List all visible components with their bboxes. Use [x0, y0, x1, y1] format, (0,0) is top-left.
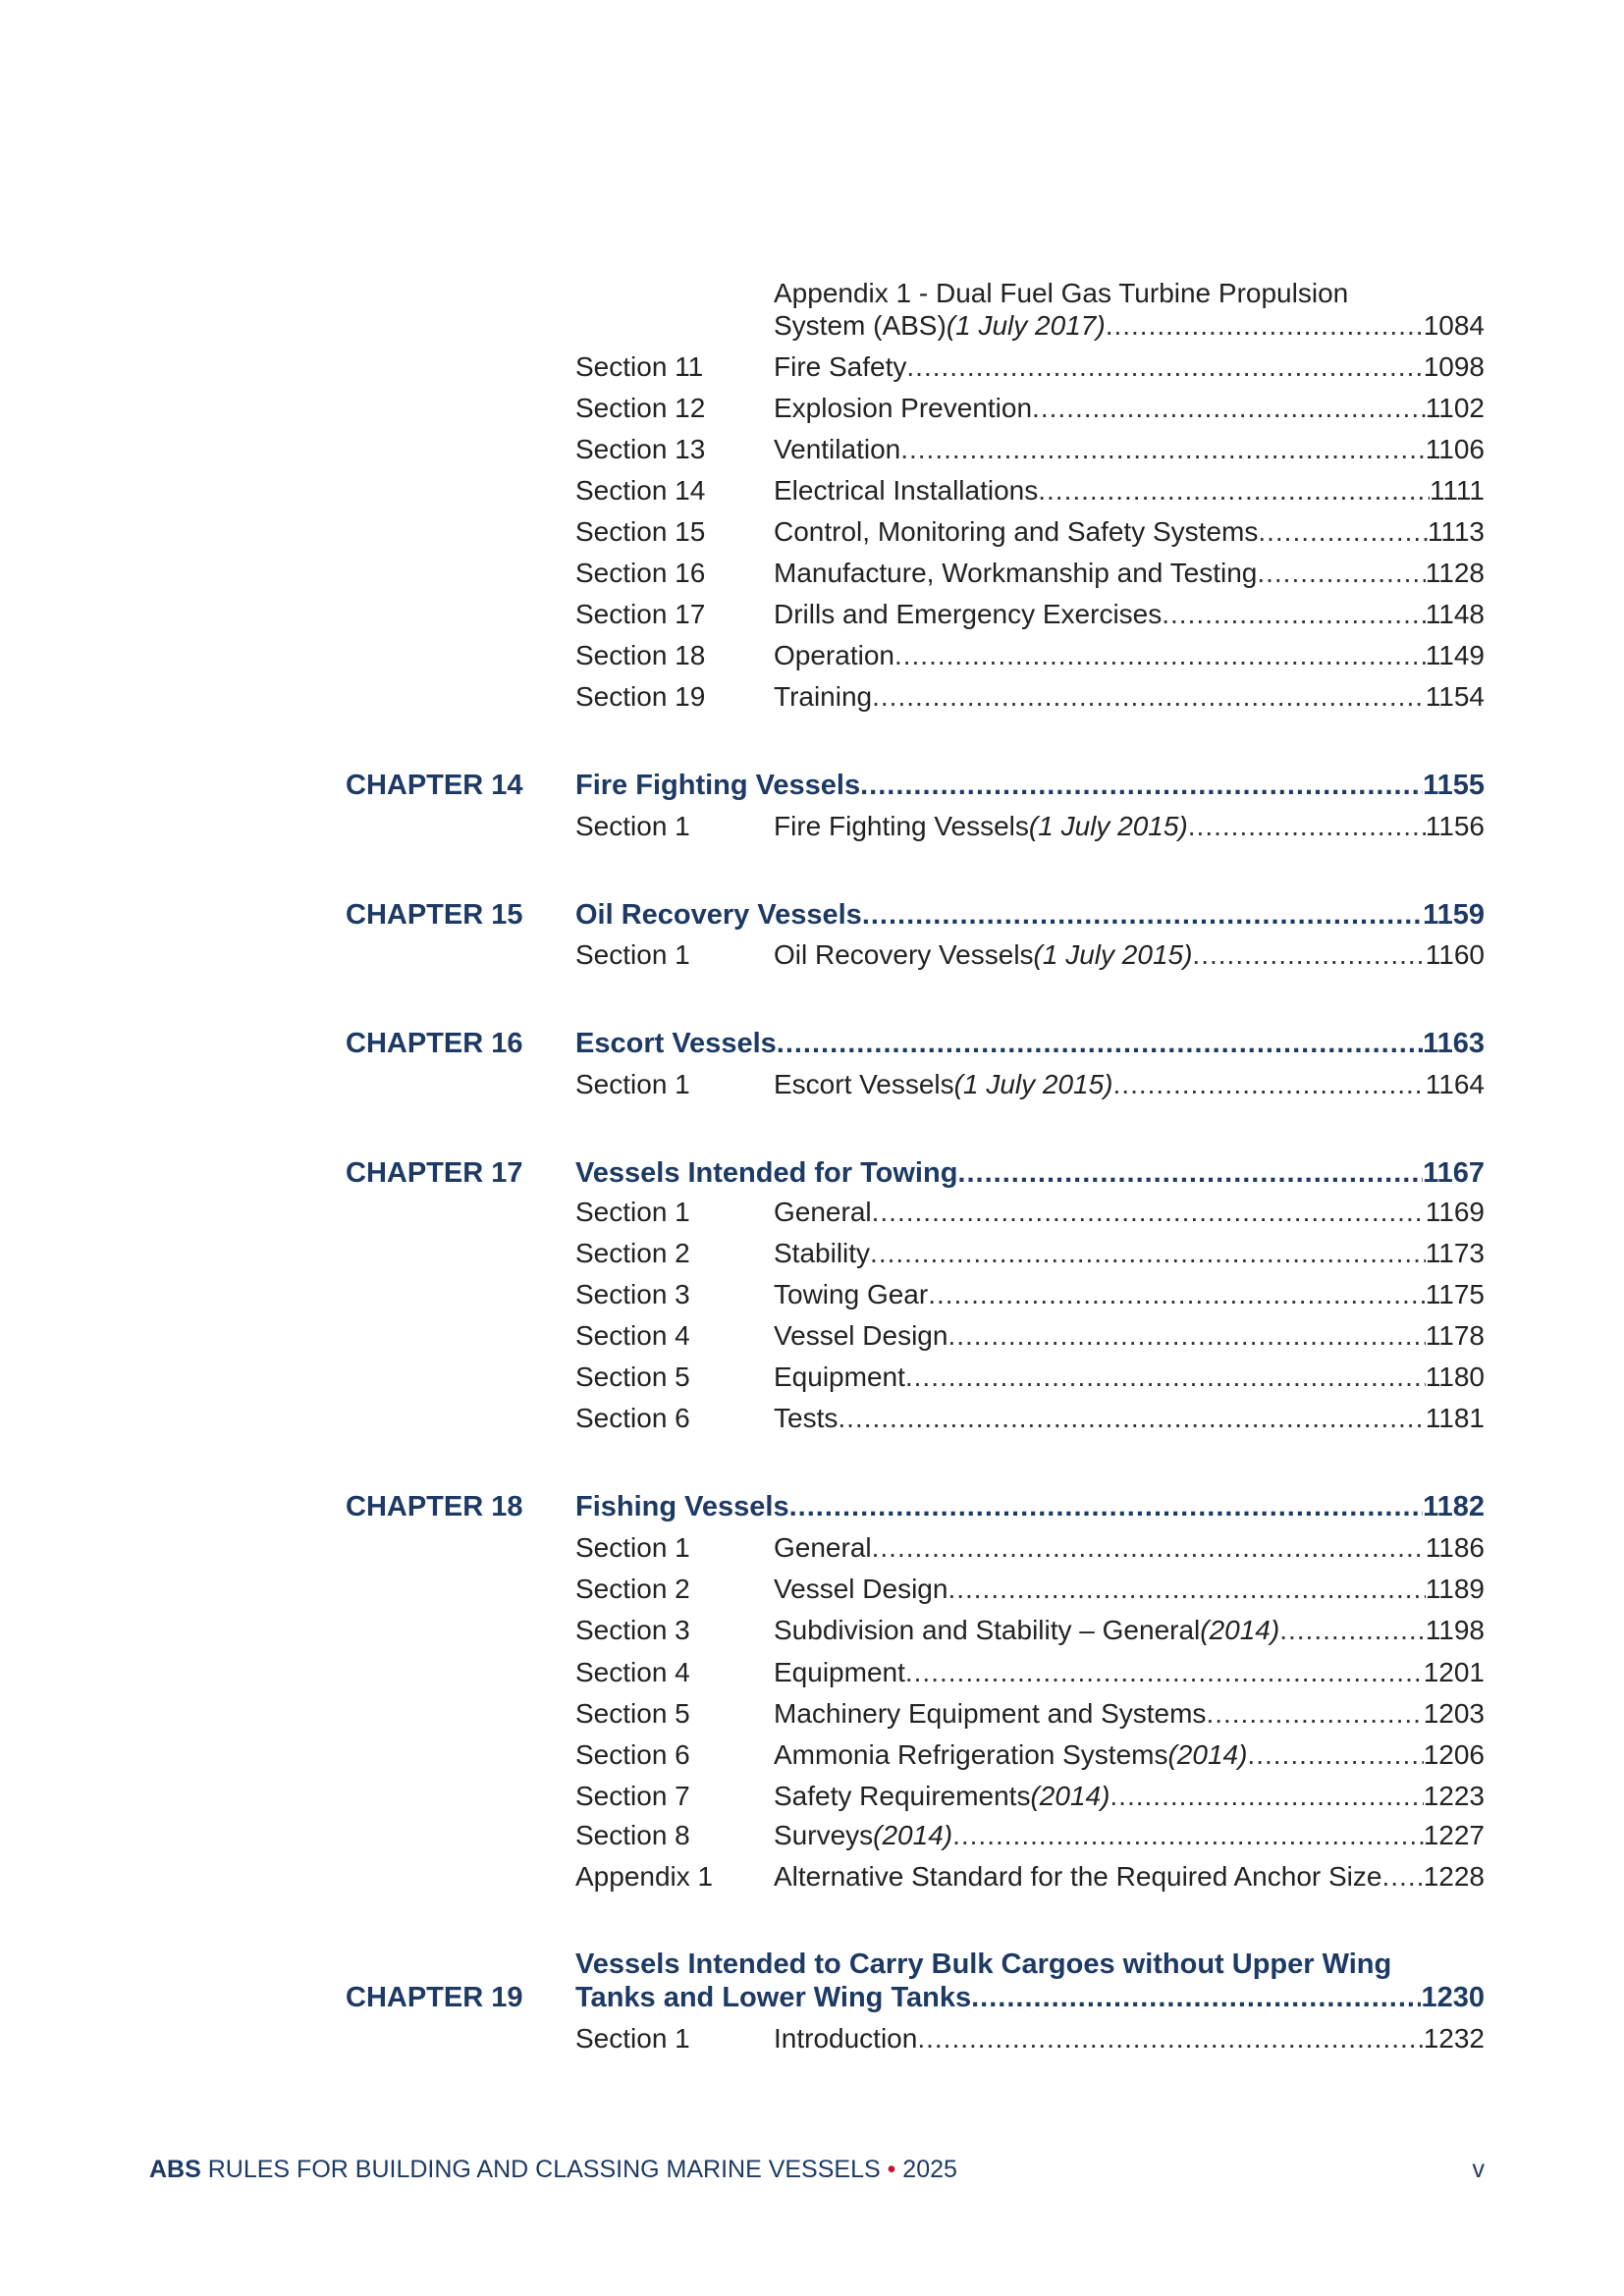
- entry-title: Tests: [774, 1403, 839, 1433]
- leader-dots: [860, 767, 1423, 804]
- toc-entry[interactable]: [575, 1025, 1485, 1062]
- toc-entry[interactable]: [774, 1317, 1485, 1355]
- entry-title: Safety Requirements: [774, 1781, 1031, 1811]
- leader-dots: [1206, 1695, 1423, 1733]
- leader-dots: [894, 637, 1426, 674]
- leader-dots: [777, 1025, 1423, 1062]
- page-number: 1156: [1425, 811, 1485, 841]
- leader-dots: [1257, 555, 1425, 592]
- entry-title: Alternative Standard for the Required Anchor Size: [774, 1861, 1382, 1892]
- toc-chapter-row: [0, 1488, 1624, 1525]
- toc-section-row: [0, 1654, 1624, 1691]
- toc-entry[interactable]: [575, 896, 1485, 934]
- toc-section-row: [0, 348, 1624, 386]
- page-number: 1149: [1425, 640, 1485, 670]
- entry-title-line: Appendix 1 - Dual Fuel Gas Turbine Propulsion: [774, 278, 1349, 308]
- toc-section-row: [0, 1612, 1624, 1649]
- toc-entry[interactable]: [774, 1817, 1485, 1854]
- page-number: 1113: [1427, 516, 1485, 547]
- toc-section-row: [0, 1400, 1624, 1437]
- leader-dots: [928, 1276, 1426, 1313]
- page-number: 1175: [1425, 1279, 1485, 1309]
- page-number: 1098: [1423, 351, 1485, 382]
- page-number: 1198: [1425, 1615, 1485, 1645]
- toc-entry[interactable]: [774, 1858, 1485, 1896]
- page-number: 1148: [1425, 599, 1485, 629]
- toc-section-row: [0, 1194, 1624, 1231]
- chapter-label: CHAPTER 15: [346, 899, 523, 931]
- chapter-label: CHAPTER 14: [346, 770, 523, 801]
- entry-title: Ammonia Refrigeration Systems: [774, 1739, 1168, 1770]
- entry-title: Fishing Vessels: [575, 1491, 789, 1522]
- entry-title: Manufacture, Workmanship and Testing: [774, 558, 1258, 588]
- section-label: Section 1: [575, 1532, 690, 1563]
- entry-title: Towing Gear: [774, 1279, 929, 1309]
- section-label: Section 5: [575, 1362, 690, 1392]
- toc-entry[interactable]: [774, 1778, 1485, 1815]
- leader-dots: [789, 1488, 1423, 1525]
- toc-entry[interactable]: [774, 555, 1485, 592]
- entry-date: (1 July 2015): [1028, 811, 1188, 841]
- toc-section-row: [0, 1858, 1624, 1896]
- entry-title: Training: [774, 681, 873, 712]
- toc-entry[interactable]: [774, 1194, 1485, 1231]
- leader-dots: [971, 1979, 1421, 2016]
- page-number: 1111: [1429, 475, 1485, 506]
- section-label: Section 18: [575, 640, 706, 670]
- entry-title: System (ABS): [774, 310, 947, 341]
- chapter-label: CHAPTER 19: [346, 1982, 523, 2013]
- toc-entry[interactable]: [774, 808, 1485, 845]
- leader-dots: [905, 1359, 1426, 1396]
- toc-entry[interactable]: [774, 1400, 1485, 1437]
- section-label: Section 8: [575, 1820, 690, 1850]
- section-label: Section 16: [575, 558, 706, 588]
- leader-dots: [862, 896, 1423, 934]
- entry-title: Ventilation: [774, 434, 901, 464]
- toc-section-row: [0, 1359, 1624, 1396]
- toc-section-row: [0, 513, 1624, 551]
- page-number: 1232: [1423, 2023, 1485, 2054]
- section-label: Section 6: [575, 1739, 690, 1770]
- toc-entry[interactable]: [774, 348, 1485, 386]
- footer-title: RULES FOR BUILDING AND CLASSING MARINE VESSELS: [200, 2156, 888, 2183]
- leader-dots: [838, 1400, 1425, 1437]
- footer-brand: ABS: [149, 2156, 201, 2183]
- leader-dots: [872, 678, 1426, 716]
- toc-entry[interactable]: [774, 278, 1485, 345]
- entry-date: (1 July 2017): [946, 310, 1106, 341]
- page-number: 1186: [1425, 1532, 1485, 1563]
- toc-section-row: [0, 278, 1624, 345]
- leader-dots: [917, 2020, 1423, 2057]
- toc-entry[interactable]: [575, 1949, 1485, 2016]
- section-label: Section 7: [575, 1781, 690, 1811]
- footer-year: 2025: [895, 2156, 957, 2183]
- page-number: 1128: [1425, 558, 1485, 588]
- section-label: Section 4: [575, 1320, 690, 1351]
- leader-dots: [1381, 1858, 1423, 1896]
- toc-section-row: [0, 431, 1624, 468]
- toc-entry[interactable]: [774, 431, 1485, 468]
- entry-title: Fire Fighting Vessels: [575, 770, 861, 801]
- toc-section-row: [0, 1529, 1624, 1567]
- leader-dots: [1113, 1066, 1426, 1103]
- section-label: Section 1: [575, 811, 690, 841]
- entry-title: Equipment: [774, 1362, 905, 1392]
- chapter-label: CHAPTER 16: [346, 1028, 523, 1059]
- page-number: 1227: [1423, 1820, 1485, 1850]
- entry-title: Explosion Prevention: [774, 393, 1033, 423]
- page-number: 1169: [1425, 1197, 1485, 1227]
- page-footer: [149, 2152, 1485, 2187]
- toc-entry[interactable]: [774, 1529, 1485, 1567]
- entry-title: Control, Monitoring and Safety Systems: [774, 516, 1259, 547]
- leader-dots: [1279, 1612, 1426, 1649]
- chapter-label: CHAPTER 17: [346, 1157, 523, 1189]
- entry-title: Tanks and Lower Wing Tanks: [575, 1982, 972, 2013]
- toc-section-row: [0, 1736, 1624, 1774]
- entry-date: (1 July 2015): [1033, 939, 1193, 970]
- section-label: Section 4: [575, 1657, 690, 1687]
- page-number: 1206: [1423, 1739, 1485, 1770]
- leader-dots: [872, 1194, 1426, 1231]
- page-number: 1159: [1423, 899, 1485, 931]
- section-label: Section 17: [575, 599, 706, 629]
- section-label: Section 1: [575, 1069, 690, 1099]
- toc-entry[interactable]: [774, 637, 1485, 674]
- entry-title: Vessels Intended for Towing: [575, 1157, 958, 1189]
- toc-section-row: [0, 936, 1624, 974]
- entry-title: Vessel Design: [774, 1574, 948, 1604]
- toc-entry[interactable]: [774, 1654, 1485, 1691]
- entry-title: Fire Fighting Vessels: [774, 811, 1029, 841]
- section-label: Section 1: [575, 939, 690, 970]
- entry-title: Electrical Installations: [774, 475, 1039, 506]
- entry-title: Surveys: [774, 1820, 874, 1850]
- toc-section-row: [0, 1817, 1624, 1854]
- leader-dots: [1032, 390, 1426, 427]
- footer-bullet: •: [887, 2156, 896, 2183]
- toc-entry[interactable]: [774, 1695, 1485, 1733]
- entry-title: Subdivision and Stability – General: [774, 1615, 1201, 1645]
- toc-entry[interactable]: [774, 1235, 1485, 1272]
- entry-title: Vessel Design: [774, 1320, 948, 1351]
- entry-title: Drills and Emergency Exercises: [774, 599, 1163, 629]
- toc-section-row: [0, 2020, 1624, 2057]
- chapter-label: CHAPTER 18: [346, 1491, 523, 1522]
- page-number: 1164: [1425, 1069, 1485, 1099]
- entry-date: (2014): [873, 1820, 953, 1850]
- page-number: 1155: [1423, 770, 1485, 801]
- page-number: 1178: [1425, 1320, 1485, 1351]
- entry-title-line: Vessels Intended to Carry Bulk Cargoes without Upper Wing: [575, 1949, 1392, 1980]
- entry-date: (2014): [1167, 1739, 1248, 1770]
- leader-dots: [1110, 1778, 1423, 1815]
- toc-chapter-row: [0, 767, 1624, 804]
- toc-entry[interactable]: [774, 1359, 1485, 1396]
- leader-dots: [1192, 936, 1425, 974]
- leader-dots: [900, 431, 1426, 468]
- leader-dots: [870, 1235, 1426, 1272]
- toc-entry[interactable]: [774, 596, 1485, 633]
- toc-entry[interactable]: [774, 1571, 1485, 1608]
- toc-section-row: [0, 1235, 1624, 1272]
- page-number: 1173: [1425, 1238, 1485, 1268]
- entry-title: Escort Vessels: [575, 1028, 777, 1059]
- toc-section-row: [0, 637, 1624, 674]
- toc-section-row: [0, 1317, 1624, 1355]
- section-label: Section 2: [575, 1238, 690, 1268]
- toc-entry[interactable]: [774, 390, 1485, 427]
- toc-section-row: [0, 1695, 1624, 1733]
- toc-section-row: [0, 1066, 1624, 1103]
- entry-title: Oil Recovery Vessels: [575, 899, 862, 931]
- toc-entry[interactable]: [774, 1736, 1485, 1774]
- toc-section-row: [0, 1571, 1624, 1608]
- toc-entry[interactable]: [575, 1154, 1485, 1192]
- section-label: Section 3: [575, 1279, 690, 1309]
- leader-dots: [1038, 472, 1430, 509]
- leader-dots: [947, 1571, 1425, 1608]
- page-number: 1154: [1425, 681, 1485, 712]
- leader-dots: [1247, 1736, 1423, 1774]
- entry-title: General: [774, 1197, 872, 1227]
- page-number: 1182: [1423, 1491, 1485, 1522]
- toc-section-row: [0, 678, 1624, 716]
- page-number: 1163: [1423, 1028, 1485, 1059]
- section-label: Section 13: [575, 434, 706, 464]
- page-number: 1228: [1423, 1861, 1485, 1892]
- entry-date: (2014): [1030, 1781, 1110, 1811]
- footer-page-number: v: [1472, 2156, 1485, 2183]
- leader-dots: [1188, 808, 1426, 845]
- section-label: Section 12: [575, 393, 706, 423]
- toc-chapter-row: [0, 1154, 1624, 1192]
- leader-dots: [906, 348, 1423, 386]
- page-number: 1223: [1423, 1781, 1485, 1811]
- leader-dots: [1162, 596, 1426, 633]
- page-number: 1102: [1425, 393, 1485, 423]
- section-label: Section 15: [575, 516, 706, 547]
- page-number: 1203: [1423, 1698, 1485, 1729]
- toc-chapter-row: [0, 1025, 1624, 1062]
- toc-entry[interactable]: [575, 1488, 1485, 1525]
- toc-chapter-row: [0, 1949, 1624, 2016]
- toc-section-row: [0, 472, 1624, 509]
- section-label: Section 2: [575, 1574, 690, 1604]
- page-number: 1106: [1425, 434, 1485, 464]
- toc-entry[interactable]: [774, 1612, 1485, 1649]
- section-label: Section 5: [575, 1698, 690, 1729]
- entry-title: Introduction: [774, 2023, 918, 2054]
- section-label: Section 19: [575, 681, 706, 712]
- toc-section-row: [0, 808, 1624, 845]
- toc-chapter-row: [0, 896, 1624, 934]
- leader-dots: [905, 1654, 1424, 1691]
- section-label: Section 11: [575, 351, 704, 382]
- page-number: 1160: [1425, 939, 1485, 970]
- entry-date: (2014): [1200, 1615, 1280, 1645]
- toc-entry[interactable]: [774, 1066, 1485, 1103]
- toc-section-row: [0, 596, 1624, 633]
- entry-title: Operation: [774, 640, 894, 670]
- page-number: 1230: [1421, 1982, 1485, 2013]
- toc-entry[interactable]: [774, 678, 1485, 716]
- toc-entry[interactable]: [774, 513, 1485, 551]
- leader-dots: [1258, 513, 1428, 551]
- section-label: Section 1: [575, 2023, 690, 2054]
- section-label: Section 6: [575, 1403, 690, 1433]
- leader-dots: [952, 1817, 1424, 1854]
- entry-title: Stability: [774, 1238, 871, 1268]
- toc-entry[interactable]: [575, 767, 1485, 804]
- toc-section-row: [0, 1276, 1624, 1313]
- toc-section-row: [0, 1778, 1624, 1815]
- leader-dots: [947, 1317, 1425, 1355]
- page-number: 1189: [1425, 1574, 1485, 1604]
- leader-dots: [1106, 307, 1424, 345]
- entry-title: Fire Safety: [774, 351, 907, 382]
- toc-section-row: [0, 390, 1624, 427]
- toc-entry[interactable]: [774, 2020, 1485, 2057]
- page-number: 1167: [1423, 1157, 1485, 1189]
- page-number: 1181: [1425, 1403, 1485, 1433]
- toc-entry[interactable]: [774, 472, 1485, 509]
- entry-title: Escort Vessels: [774, 1069, 954, 1099]
- leader-dots: [957, 1154, 1423, 1192]
- entry-title: Equipment: [774, 1657, 905, 1687]
- toc-section-row: [0, 555, 1624, 592]
- section-label: Appendix 1: [575, 1861, 714, 1892]
- toc-entry[interactable]: [774, 1276, 1485, 1313]
- entry-date: (1 July 2015): [953, 1069, 1113, 1099]
- section-label: Section 3: [575, 1615, 690, 1645]
- page-number: 1180: [1425, 1362, 1485, 1392]
- page-number: 1201: [1423, 1657, 1485, 1687]
- page-number: 1084: [1423, 310, 1485, 341]
- leader-dots: [872, 1529, 1426, 1567]
- section-label: Section 1: [575, 1197, 690, 1227]
- entry-title: Oil Recovery Vessels: [774, 939, 1034, 970]
- section-label: Section 14: [575, 475, 706, 506]
- entry-title: Machinery Equipment and Systems: [774, 1698, 1207, 1729]
- entry-title: General: [774, 1532, 872, 1563]
- toc-entry[interactable]: [774, 936, 1485, 974]
